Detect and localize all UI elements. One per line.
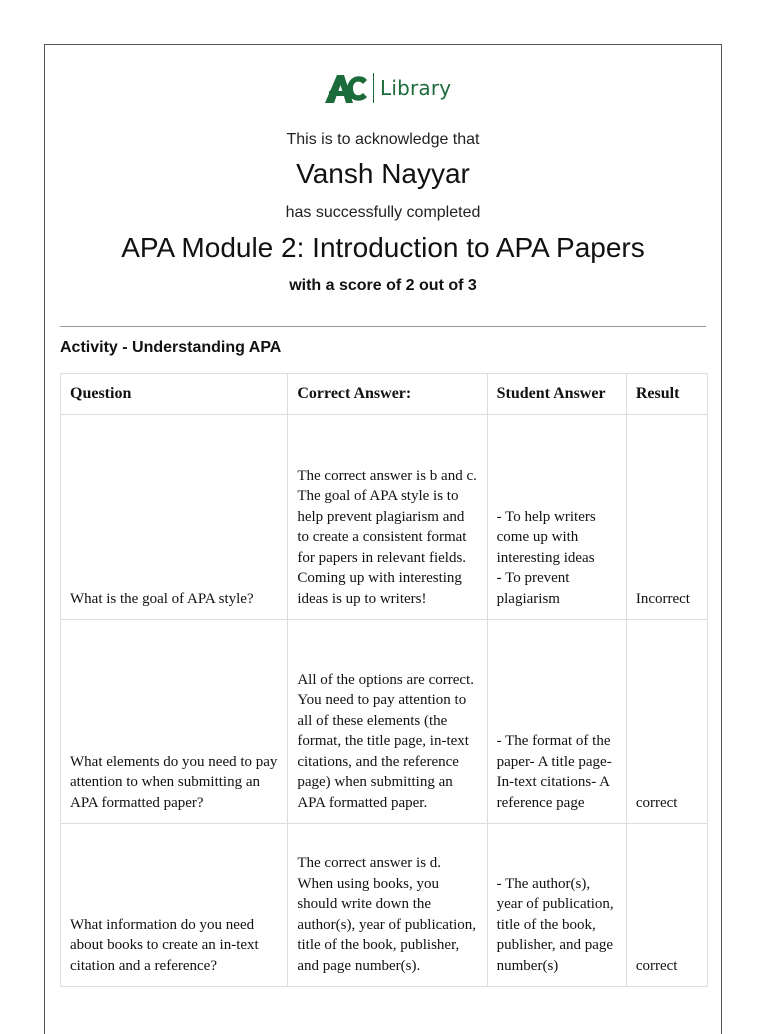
column-header-student-answer: Student Answer: [487, 374, 626, 415]
logo-separator: [373, 73, 374, 103]
correct-answer-cell: The correct answer is d. When using books, you should write down the author(s), year of publication, title of the book, publisher, and page number(s).: [288, 824, 487, 987]
result-cell: correct: [626, 620, 707, 824]
column-header-question: Question: [61, 374, 288, 415]
ac-library-logo: [323, 71, 451, 105]
student-answer-line: - To prevent plagiarism: [496, 570, 570, 607]
student-name: Vansh Nayyar: [296, 158, 470, 189]
library-label: Library: [380, 76, 452, 100]
table-header-row: [61, 374, 708, 415]
divider: [60, 326, 706, 327]
student-answer-cell: [487, 824, 626, 987]
certificate-page: [44, 44, 722, 1034]
question-cell: What is the goal of APA style?: [61, 415, 288, 620]
score-text: with a score of 2 out of 3: [289, 277, 477, 294]
column-header-correct-answer: Correct Answer:: [288, 374, 487, 415]
student-answer-line: - To help writers come up with interesting ideas: [496, 508, 596, 566]
correct-answer-cell: The correct answer is b and c. The goal of APA style is to help prevent plagiarism and to create a consistent format for papers in relevant fields. Coming up with interesting ideas is up to writers!: [288, 415, 487, 620]
activity-title: Activity - Understanding APA: [60, 339, 282, 356]
result-cell: Incorrect: [626, 415, 707, 620]
acknowledge-text: This is to acknowledge that: [286, 131, 480, 148]
student-answer-line: - The format of the paper- A title page- In-text citations- A reference page: [496, 733, 612, 811]
correct-answer-cell: All of the options are correct. You need to pay attention to all of these elements (the format, the title page, in-text citations, and the reference page) when submitting an APA formatted paper.: [288, 620, 487, 824]
result-cell: correct: [626, 824, 707, 987]
results-table: [60, 373, 708, 987]
student-answer-cell: [487, 415, 626, 620]
question-cell: What elements do you need to pay attention to when submitting an APA formatted paper?: [61, 620, 288, 824]
module-title: APA Module 2: Introduction to APA Papers: [121, 232, 645, 263]
question-cell: What information do you need about books to create an in-text citation and a reference?: [61, 824, 288, 987]
table-row: [61, 620, 708, 824]
table-row: [61, 824, 708, 987]
student-answer-cell: [487, 620, 626, 824]
column-header-result: Result: [626, 374, 707, 415]
completed-text: has successfully completed: [285, 204, 481, 221]
student-answer-line: - The author(s), year of publication, title of the book, publisher, and page number(s): [496, 875, 614, 974]
ac-logo-icon: [323, 71, 369, 105]
table-row: [61, 415, 708, 620]
